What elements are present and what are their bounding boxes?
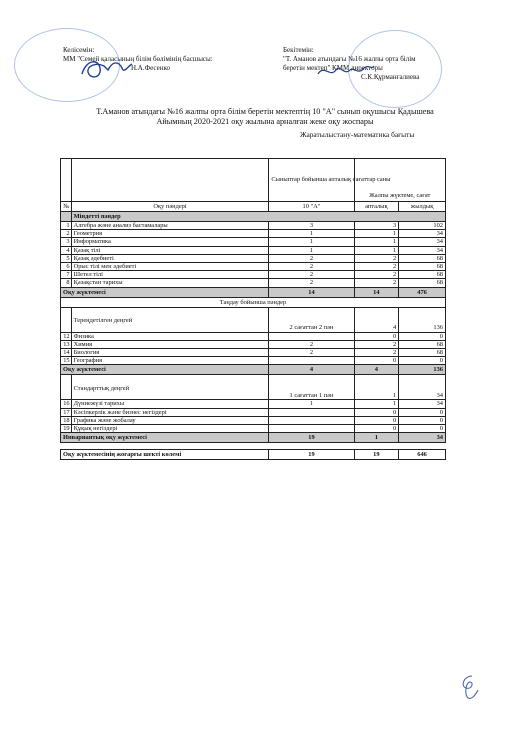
subject-yearly-hours: 34 <box>399 400 446 408</box>
subject-weekly-hours: 2 <box>354 263 399 271</box>
header-total-load: Жалпы жүктеме, сағат <box>354 159 446 202</box>
signature-right-icon <box>316 60 376 82</box>
table-row <box>61 416 446 424</box>
subject-weekly-hours: 2 <box>354 340 399 348</box>
subject-class-hours: 2 <box>269 263 354 271</box>
subject-class-hours: 3 <box>269 222 354 230</box>
subject-name: География <box>71 357 269 365</box>
subject-yearly-hours: 68 <box>399 279 446 287</box>
subject-weekly-hours: 1 <box>354 238 399 246</box>
table-row <box>61 279 446 287</box>
total-weekly: 1 <box>354 433 399 443</box>
total-row-invariant <box>61 433 446 443</box>
subject-class-hours: 1 <box>269 230 354 238</box>
row-number: 14 <box>61 349 72 357</box>
total-yearly: 476 <box>399 287 446 297</box>
table-row <box>61 332 446 340</box>
subject-name: Дүниежүзі тарихы <box>71 400 269 408</box>
subject-yearly-hours: 34 <box>399 230 446 238</box>
total-week: 19 <box>269 433 354 443</box>
row-number: 6 <box>61 263 72 271</box>
standard-level-row <box>61 375 446 400</box>
subject-yearly-hours: 68 <box>399 254 446 262</box>
advanced-subjects <box>61 332 446 365</box>
row-number: 4 <box>61 246 72 254</box>
study-plan-table <box>60 158 446 460</box>
max-load-label: Оқу жүктемесінің жоғарғы шекті көлемі <box>61 450 269 460</box>
subject-name: Биология <box>71 349 269 357</box>
row-number: 5 <box>61 254 72 262</box>
row-number: 18 <box>61 416 72 424</box>
subject-yearly-hours: 68 <box>399 263 446 271</box>
total-week: 14 <box>269 287 354 297</box>
row-number: 8 <box>61 279 72 287</box>
subject-class-hours <box>269 425 354 433</box>
approval-left-position: ММ "Семей қаласының білім бөлімінің басшысы: <box>63 55 213 63</box>
row-number: 2 <box>61 230 72 238</box>
row-number: 16 <box>61 400 72 408</box>
header-yearly: жылдық <box>399 202 446 212</box>
total-yearly: 136 <box>399 365 446 375</box>
table-subheader-row <box>61 202 446 212</box>
standard-subjects <box>61 400 446 433</box>
subject-weekly-hours: 1 <box>354 230 399 238</box>
approval-right-name: С.К.Құрманғалиева <box>361 73 420 81</box>
required-subjects <box>61 222 446 288</box>
subject-yearly-hours: 0 <box>399 357 446 365</box>
table-row <box>61 408 446 416</box>
subject-weekly-hours: 1 <box>354 400 399 408</box>
subject-name: Физика <box>71 332 269 340</box>
standard-level-weekly: 1 <box>354 375 399 400</box>
subject-yearly-hours: 34 <box>399 238 446 246</box>
total-label: Оқу жүктемесі <box>61 365 269 375</box>
document-subtitle: Айымның 2020-2021 оқу жылына арналған жеке оқу жоспары <box>156 117 374 126</box>
approval-left-label: Келісемін: <box>63 46 95 54</box>
subject-name: Химия <box>71 340 269 348</box>
row-number: 15 <box>61 357 72 365</box>
subject-name: Алгебра және анализ бастамалары <box>71 222 269 230</box>
total-label: Оқу жүктемесі <box>61 287 269 297</box>
max-load-week: 19 <box>269 450 354 460</box>
max-load-row <box>61 450 446 460</box>
subject-class-hours <box>269 332 354 340</box>
subject-yearly-hours: 34 <box>399 246 446 254</box>
subject-name: Орыс тілі мен әдебиеті <box>71 263 269 271</box>
table-row <box>61 271 446 279</box>
row-number: 19 <box>61 425 72 433</box>
subject-name: Кәсіпкерлік және бизнес негіздері <box>71 408 269 416</box>
table-row <box>61 238 446 246</box>
subject-weekly-hours: 2 <box>354 271 399 279</box>
subject-class-hours: 1 <box>269 246 354 254</box>
table-row <box>61 400 446 408</box>
header-class: 10 "А" <box>269 202 354 212</box>
section-row-required <box>61 212 446 222</box>
table-row <box>61 425 446 433</box>
total-label: Инвариантық оқу жүктемесі <box>61 433 269 443</box>
header-weekly: апталық <box>354 202 399 212</box>
signature-left-icon <box>78 56 134 82</box>
spacer-row <box>61 443 446 450</box>
subject-yearly-hours: 102 <box>399 222 446 230</box>
subject-weekly-hours: 2 <box>354 279 399 287</box>
advanced-level-label: Тереңдетілген деңгей <box>71 307 269 332</box>
document-title: Т.Аманов атындағы №16 жалпы орта білім беретін мектептің 10 "А" сынып оқушысы Қадышева <box>96 107 434 116</box>
header-subjects: Оқу пәндері <box>71 202 269 212</box>
subject-name: Геометрия <box>71 230 269 238</box>
advanced-level-yearly: 136 <box>399 307 446 332</box>
subject-class-hours: 2 <box>269 340 354 348</box>
table-row <box>61 230 446 238</box>
table-row <box>61 254 446 262</box>
max-load-weekly: 19 <box>354 450 399 460</box>
subject-weekly-hours: 0 <box>354 357 399 365</box>
section-elective-label: Таңдау бойынша пәндер <box>61 297 446 307</box>
subject-name: Құқық негіздері <box>71 425 269 433</box>
subject-yearly-hours: 0 <box>399 416 446 424</box>
advanced-level-week: 2 сағаттан 2 пән <box>269 307 354 332</box>
header-no-cell <box>61 159 72 202</box>
row-number: 13 <box>61 340 72 348</box>
header-weekly-hours: Сыныптар бойынша апталық сағаттар саны <box>269 159 354 202</box>
table-row <box>61 357 446 365</box>
approval-right-org: "Т. Аманов атындағы №16 жалпы орта білім <box>283 55 416 63</box>
row-number: 1 <box>61 222 72 230</box>
subject-name: Информатика <box>71 238 269 246</box>
total-row-required <box>61 287 446 297</box>
subject-weekly-hours: 2 <box>354 254 399 262</box>
approval-right-label: Бекітемін: <box>283 46 314 54</box>
subject-yearly-hours: 68 <box>399 271 446 279</box>
subject-yearly-hours: 68 <box>399 349 446 357</box>
total-week: 4 <box>269 365 354 375</box>
subject-class-hours: 2 <box>269 254 354 262</box>
subject-name: Графика және жобалау <box>71 416 269 424</box>
advanced-level-row <box>61 307 446 332</box>
header-no: № <box>61 202 72 212</box>
study-direction: Жаратылыстану-математика бағыты <box>300 130 415 139</box>
subject-weekly-hours: 2 <box>354 349 399 357</box>
subject-weekly-hours: 0 <box>354 332 399 340</box>
standard-level-week: 1 сағаттан 1 пән <box>269 375 354 400</box>
subject-class-hours <box>269 408 354 416</box>
table-row <box>61 246 446 254</box>
section-row-elective <box>61 297 446 307</box>
table-row <box>61 349 446 357</box>
subject-name: Қазақ тілі <box>71 246 269 254</box>
max-load-yearly: 646 <box>399 450 446 460</box>
total-yearly: 34 <box>399 433 446 443</box>
subject-yearly-hours: 0 <box>399 425 446 433</box>
subject-class-hours: 2 <box>269 279 354 287</box>
subject-class-hours: 1 <box>269 400 354 408</box>
signature-bottom-icon <box>454 672 484 702</box>
approval-right-position: беретін мектеп" КММ директоры <box>283 64 383 72</box>
subject-name: Қазақстан тарихы <box>71 279 269 287</box>
subject-weekly-hours: 0 <box>354 408 399 416</box>
approval-left-name: Н.А.Фесенко <box>131 64 171 72</box>
total-weekly: 4 <box>354 365 399 375</box>
advanced-level-weekly: 4 <box>354 307 399 332</box>
subject-class-hours: 1 <box>269 238 354 246</box>
table-row <box>61 222 446 230</box>
table-header-row <box>61 159 446 202</box>
subject-class-hours <box>269 357 354 365</box>
table-row <box>61 263 446 271</box>
subject-yearly-hours: 0 <box>399 332 446 340</box>
subject-yearly-hours: 0 <box>399 408 446 416</box>
table-row <box>61 340 446 348</box>
standard-level-yearly: 34 <box>399 375 446 400</box>
subject-class-hours <box>269 416 354 424</box>
standard-level-label: Стандарттық деңгей <box>71 375 269 400</box>
total-row-advanced <box>61 365 446 375</box>
row-number: 7 <box>61 271 72 279</box>
subject-class-hours: 2 <box>269 271 354 279</box>
row-number: 17 <box>61 408 72 416</box>
subject-yearly-hours: 68 <box>399 340 446 348</box>
subject-name: Қазақ әдебиеті <box>71 254 269 262</box>
subject-name: Шетел тілі <box>71 271 269 279</box>
row-number: 3 <box>61 238 72 246</box>
subject-weekly-hours: 3 <box>354 222 399 230</box>
total-weekly: 14 <box>354 287 399 297</box>
row-number: 12 <box>61 332 72 340</box>
subject-weekly-hours: 0 <box>354 425 399 433</box>
header-subjects-cell <box>71 159 269 202</box>
subject-weekly-hours: 0 <box>354 416 399 424</box>
subject-class-hours: 2 <box>269 349 354 357</box>
subject-weekly-hours: 1 <box>354 246 399 254</box>
section-required-label: Міндетті пәндер <box>71 212 445 222</box>
